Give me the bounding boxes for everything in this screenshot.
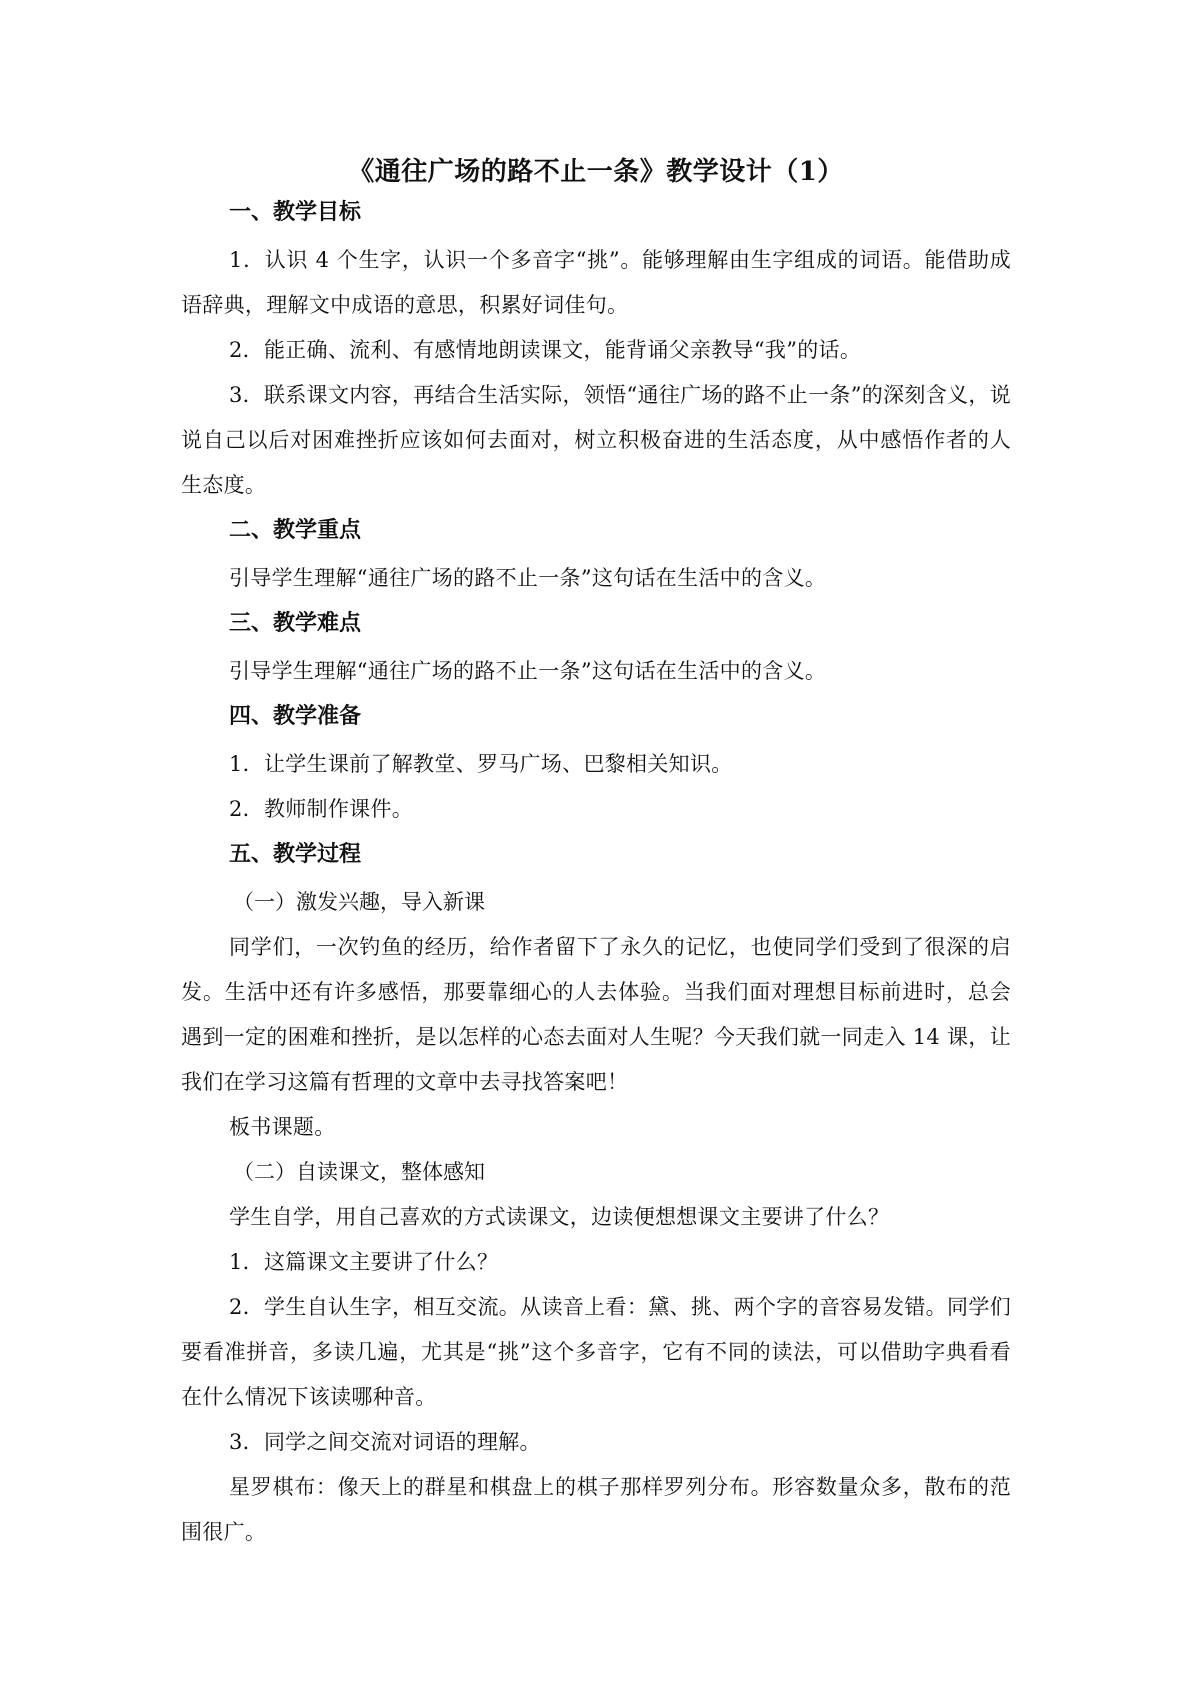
process-part2-para-5: 星罗棋布：像天上的群星和棋盘上的棋子那样罗列分布。形容数量众多，散布的范围很广。 <box>181 1475 1011 1544</box>
preparation-item-1: 1．让学生课前了解教堂、罗马广场、巴黎相关知识。 <box>229 752 733 776</box>
key-points-text: 引导学生理解“通往广场的路不止一条”这句话在生活中的含义。 <box>229 566 827 590</box>
process-part2-para-1: 学生自学，用自己喜欢的方式读课文，边读便想想课文主要讲了什么？ <box>229 1205 890 1229</box>
section-heading-preparation: 四、教学准备 <box>229 703 362 729</box>
goal-item-2: 2．能正确、流利、有感情地朗读课文，能背诵父亲教导“我”的话。 <box>229 338 862 362</box>
document-title: 《通往广场的路不止一条》教学设计（1） <box>348 157 844 187</box>
section-heading-difficulties: 三、教学难点 <box>229 610 362 636</box>
goal-item-1: 1．认识 4 个生字，认识一个多音字“挑”。能够理解由生字组成的词语。能借助成语辞典，理解文中成语的意思，积累好词佳句。 <box>181 248 1011 317</box>
preparation-item-2: 2．教师制作课件。 <box>229 797 414 821</box>
process-part2-para-3: 2．学生自认生字，相互交流。从读音上看：黛、挑、两个字的音容易发错。同学们要看准拼音，多读几遍，尤其是“挑”这个多音字，它有不同的读法，可以借助字典看看在什么情况下该读哪种音。 <box>181 1295 1011 1409</box>
process-part2-para-4: 3．同学之间交流对词语的理解。 <box>229 1430 541 1454</box>
section-heading-process: 五、教学过程 <box>229 841 362 867</box>
difficulties-text: 引导学生理解“通往广场的路不止一条”这句话在生活中的含义。 <box>229 659 827 683</box>
section-heading-key-points: 二、教学重点 <box>229 517 362 543</box>
document-body <box>181 152 1011 1555</box>
process-subhead-2: （二）自读课文，整体感知 <box>233 1160 485 1184</box>
process-part2-para-2: 1．这篇课文主要讲了什么？ <box>229 1250 499 1274</box>
goal-item-3: 3．联系课文内容，再结合生活实际，领悟“通往广场的路不止一条”的深刻含义，说说自己以后对困难挫折应该如何去面对，树立积极奋进的生活态度，从中感悟作者的人生态度。 <box>181 383 1011 497</box>
process-part1-para-1: 同学们，一次钓鱼的经历，给作者留下了永久的记忆，也使同学们受到了很深的启发。生活中还有许多感悟，那要靠细心的人去体验。当我们面对理想目标前进时，总会遇到一定的困难和挫折，是以怎样的心态去面对人生呢？今天我们就一同走入 14 课，让我们在学习这篇有哲理的文章中去寻找答案吧！ <box>181 935 1011 1094</box>
process-part1-para-2: 板书课题。 <box>229 1115 336 1139</box>
process-subhead-1: （一）激发兴趣，导入新课 <box>233 890 485 914</box>
section-heading-goals: 一、教学目标 <box>229 199 362 225</box>
